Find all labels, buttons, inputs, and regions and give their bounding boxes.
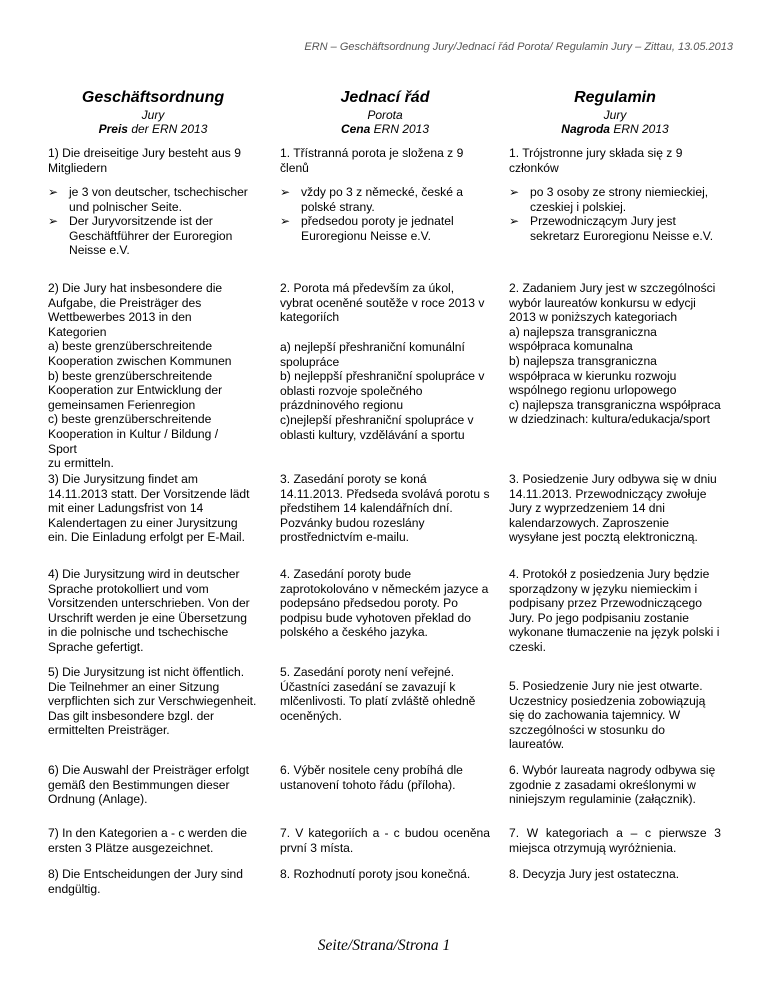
subtitle-rest: ERN 2013 [609,122,669,136]
section-7: 7. W kategoriach a – c pierwsze 3 miejsca otrzymują wyróżnienia. [509,826,721,855]
section-5: 5. Posiedzenie Jury nie jest otwarte. Uczestnicy posiedzenia zobowiązują się do zachowania tajemnicy. W szczególności w stosunku do laureatów. [509,679,706,752]
section-7: 7) In den Kategorien a - c werden die ersten 3 Plätze ausgezeichnet. [48,826,247,855]
section-5: 5) Die Jurysitzung ist nicht öffentlich. Die Teilnehmer an einer Sitzung verpflichten sich zur Verschwiegenheit. Das gilt insbesondere bzgl. der ermittelten Preisträger. [48,665,257,738]
text-line: b) beste grenzüberschreitende [48,368,213,383]
section-5: 5. Zasedání poroty není veřejné. Účastníci zasedání se zavazují k mlčenlivosti. To platí zvláště ohledně oceněných. [280,665,476,723]
list-item: ➢ předsedou poroty je jednatel Euroregionu Neisse e.V. [280,214,490,243]
list-item: ➢ vždy po 3 z německé, české a polské strany. [280,185,490,214]
column-title: Regulamin [574,89,656,106]
section-7: 7. V kategoriích a - c budou oceněna první 3 místa. [280,826,490,855]
text-line: Aufgabe, die Preisträger des [48,295,202,310]
page-footer: Seite/Strana/Strona 1 [317,937,451,954]
column-subtitle-2 [48,122,258,136]
text-line: Kooperation in Kultur / Bildung / [48,426,219,441]
column-subtitle: Jury [603,108,627,122]
text-line: a) beste grenzüberschreitende [48,339,213,354]
section-3: 3. Zasedání poroty se koná 14.11.2013. Předseda svolává porotu s předstihem 14 kalendářních dní. Pozvánky budou rozeslány prostřednictvím e-mailu. [280,472,490,545]
section-1: 1. Třístranná porota je složena z 9 členů [280,146,464,175]
column-subtitle-2 [509,122,721,136]
list-item: ➢ je 3 von deutscher, tschechischer und polnischer Seite. [48,185,258,214]
text-line: gemeinsamen Ferienregion [48,397,196,412]
bullet-list [280,185,490,243]
section-1: 1. Trójstronne jury składa się z 9 członków [509,146,683,175]
section-8: 8. Decyzja Jury jest ostateczna. [509,867,680,881]
section-6: 6. Wybór laureata nagrody odbywa się zgodnie z zasadami określonymi w niniejszym regulaminie (załącznik). [509,763,716,807]
list-item: ➢ po 3 osoby ze strony niemieckiej, czeskiej i polskiej. [509,185,721,214]
section-4: 4. Zasedání poroty bude zaprotokolováno v německém jazyce a podepsáno předsedou poroty. Po podpisu bude vyhotoven překlad do polského a českého jazyka. [280,567,489,640]
section-8: 8) Die Entscheidungen der Jury sind endgültig. [48,867,243,896]
column-title: Jednací řád [340,89,430,106]
column-subtitle-2 [280,122,490,136]
column-subtitle: Jury [141,108,165,122]
subtitle-bold: Nagroda [561,122,610,136]
text-line: Kooperation zur Entwicklung der [48,383,223,398]
page-header: ERN – Geschäftsordnung Jury/Jednací řád Porota/ Regulamin Jury – Zittau, 13.05.2013 [304,41,733,53]
text-line: Kategorien [48,324,107,339]
text-line: Kooperation zwischen Kommunen [48,353,232,368]
column-title: Geschäftsordnung [81,89,225,106]
section-2: 2. Zadaniem Jury jest w szczególności wybór laureatów konkursu w edycji 2013 w poniższych kategoriach a) najlepsza transgraniczna współpraca komunalna b) najlepsza transgraniczna współpraca w kierunku rozwoju wspólnego regionu urlopowego c) najlepsza transgraniczna współpraca w dziedzinach: kultura/edukacja/sport [509,281,721,427]
section-4: 4) Die Jurysitzung wird in deutscher Sprache protokolliert und vom Vorsitzenden unterschrieben. Von der Urschrift werden je eine Übersetzung in die polnische und tschechische Sprache gefertigt. [48,567,250,654]
bullet-list [509,185,721,243]
column-subtitle: Porota [367,108,403,122]
list-item: ➢ Przewodniczącym Jury jest sekretarz Euroregionu Neisse e.V. [509,214,721,243]
section-6: 6. Výběr nositele ceny probíhá dle ustanovení tohoto řádu (příloha). [280,763,463,792]
text-line: c) beste grenzüberschreitende [48,412,212,427]
text-line: zu ermitteln. [48,456,114,471]
section-3: 3) Die Jurysitzung findet am 14.11.2013 statt. Der Vorsitzende lädt mit einer Ladungsfrist von 14 Kalendertagen zu einer Jurysitzung ein. Die Einladung erfolgt per E-Mail. [48,472,250,545]
bullet-list [48,185,258,258]
subtitle-bold: Cena [340,122,371,136]
subtitle-bold: Preis [98,122,128,136]
section-6: 6) Die Auswahl der Preisträger erfolgt gemäß den Bestimmungen dieser Ordnung (Anlage). [48,763,249,807]
subtitle-rest: der ERN 2013 [127,122,208,136]
section-2a: 2. Porota má především za úkol, vybrat oceněné soutěže v roce 2013 v kategoriích [280,281,485,325]
subtitle-rest: ERN 2013 [370,122,430,136]
section-2b: a) nejlepší přeshraniční komunální spolupráce b) nejleppší přeshraniční spolupráce v oblasti rozvoje společného prázdninového regionu c)nejlepší přeshraniční spolupráce v oblasti kultury, vzdělávání a sportu [280,340,485,442]
text-line: Wettbewerbes 2013 in den [48,310,192,325]
list-item: ➢ Der Juryvorsitzende ist der Geschäftführer der Euroregion Neisse e.V. [48,214,258,258]
section-2 [48,281,258,471]
text-line: Sport [48,441,77,456]
section-1: 1) Die dreiseitige Jury besteht aus 9 Mitgliedern [48,146,241,175]
section-4: 4. Protokół z posiedzenia Jury będzie sporządzony w języku niemieckim i podpisany przez Przewodniczącego Jury. Po jego podpisaniu zostanie wykonane tłumaczenie na język polski i czeski. [509,567,720,654]
section-3: 3. Posiedzenie Jury odbywa się w dniu 14.11.2013. Przewodniczący zwołuje Jury z wyprzedzeniem 14 dni kalendarzowych. Zaproszenie wysyłane jest pocztą elektroniczną. [509,472,717,545]
text-line: 2) Die Jury hat insbesondere die [48,281,223,295]
section-8: 8. Rozhodnutí poroty jsou konečná. [280,867,471,881]
